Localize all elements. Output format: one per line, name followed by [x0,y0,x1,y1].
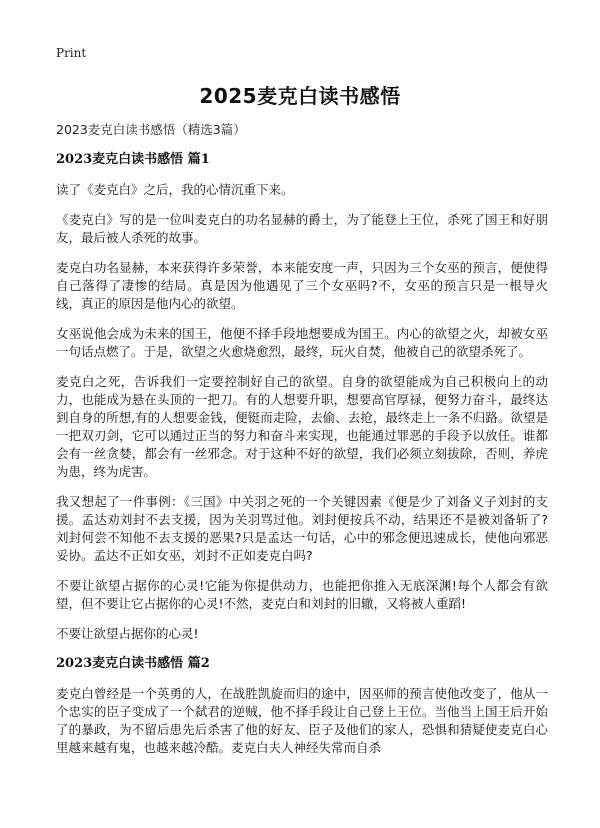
page-title: 2025麦克白读书感悟 [199,84,401,108]
paragraph: 麦克白曾经是一个英勇的人，在战胜凯旋而归的途中，因巫师的预言使他改变了，他从一个忠实的臣子变成了一个弑君的逆贼，他不择手段让自己登上王位。当他当上国王后开始了的暴政，为不留后患先后杀害了他的好友、臣子及他们的家人，恐惧和猜疑使麦克白心里越来越有鬼，也越来越冷酷。麦克白夫人神经失常而自杀 [56,686,548,755]
print-link[interactable]: Print [56,46,87,60]
paragraph: 女巫说他会成为未来的国王，他便不择手段地想要成为国王。内心的欲望之火，却被女巫一句话点燃了。于是，欲望之火愈烧愈烈，最终，玩火自焚，他被自己的欲望杀死了。 [56,326,548,359]
paragraph: 《麦克白》写的是一位叫麦克白的功名显赫的爵士，为了能登上王位，杀死了国王和好朋友，最后被人杀死的故事。 [56,212,548,245]
section-heading: 2023麦克白读书感悟 篇1 [56,152,210,167]
paragraph: 麦克白功名显赫，本来获得许多荣誉，本来能安度一声，只因为三个女巫的预言，便使得自己落得了凄惨的结局。真是因为他遇见了三个女巫吗?不，女巫的预言只是一根导火线，真正的原因是他内心的欲望。 [56,260,548,311]
paragraph: 不要让欲望占据你的心灵!它能为你提供动力，也能把你推入无底深渊!每个人都会有欲望，但不要让它占据你的心灵!不然，麦克白和刘封的旧辙，又将被人重蹈! [56,578,548,611]
paragraph: 麦克白之死，告诉我们一定要控制好自己的欲望。自身的欲望能成为自己积极向上的动力，也能成为悬在头顶的一把刀。有的人想要升职，想要高官厚禄，便努力奋斗，最终达到自身的所想,有的人想要金钱，便铤而走险，去偷、去抢，最终走上一条不归路。欲望是一把双刃剑，它可以通过正当的努力和奋斗来实现，也能通过罪恶的手段予以放任。谁都会有一丝贪婪，都会有一丝邪念。对于这种不好的欲望，我们必须立刻拔除，否则，养虎为患，终为虎害。 [56,374,548,479]
paragraph: 读了《麦克白》之后，我的心情沉重下来。 [56,182,294,197]
article-body [56,121,548,769]
article-subtitle: 2023麦克白读书感悟（精选3篇） [56,122,246,137]
section-1 [56,151,548,643]
paragraph: 不要让欲望占据你的心灵! [56,626,199,641]
section-2 [56,655,548,757]
paragraph: 我又想起了一件事例：《三国》中关羽之死的一个关键因素《便是少了刘备义子刘封的支援。孟达劝刘封不去支援，因为关羽骂过他。刘封便按兵不动，结果还不是被刘备斩了?刘封何尝不知他不去支援的恶果?只是孟达一句话，心中的邪念便迅速成长，使他向邪恶妥协。孟达不正如女巫，刘封不正如麦克白吗? [56,494,548,563]
section-heading: 2023麦克白读书感悟 篇2 [56,656,210,671]
